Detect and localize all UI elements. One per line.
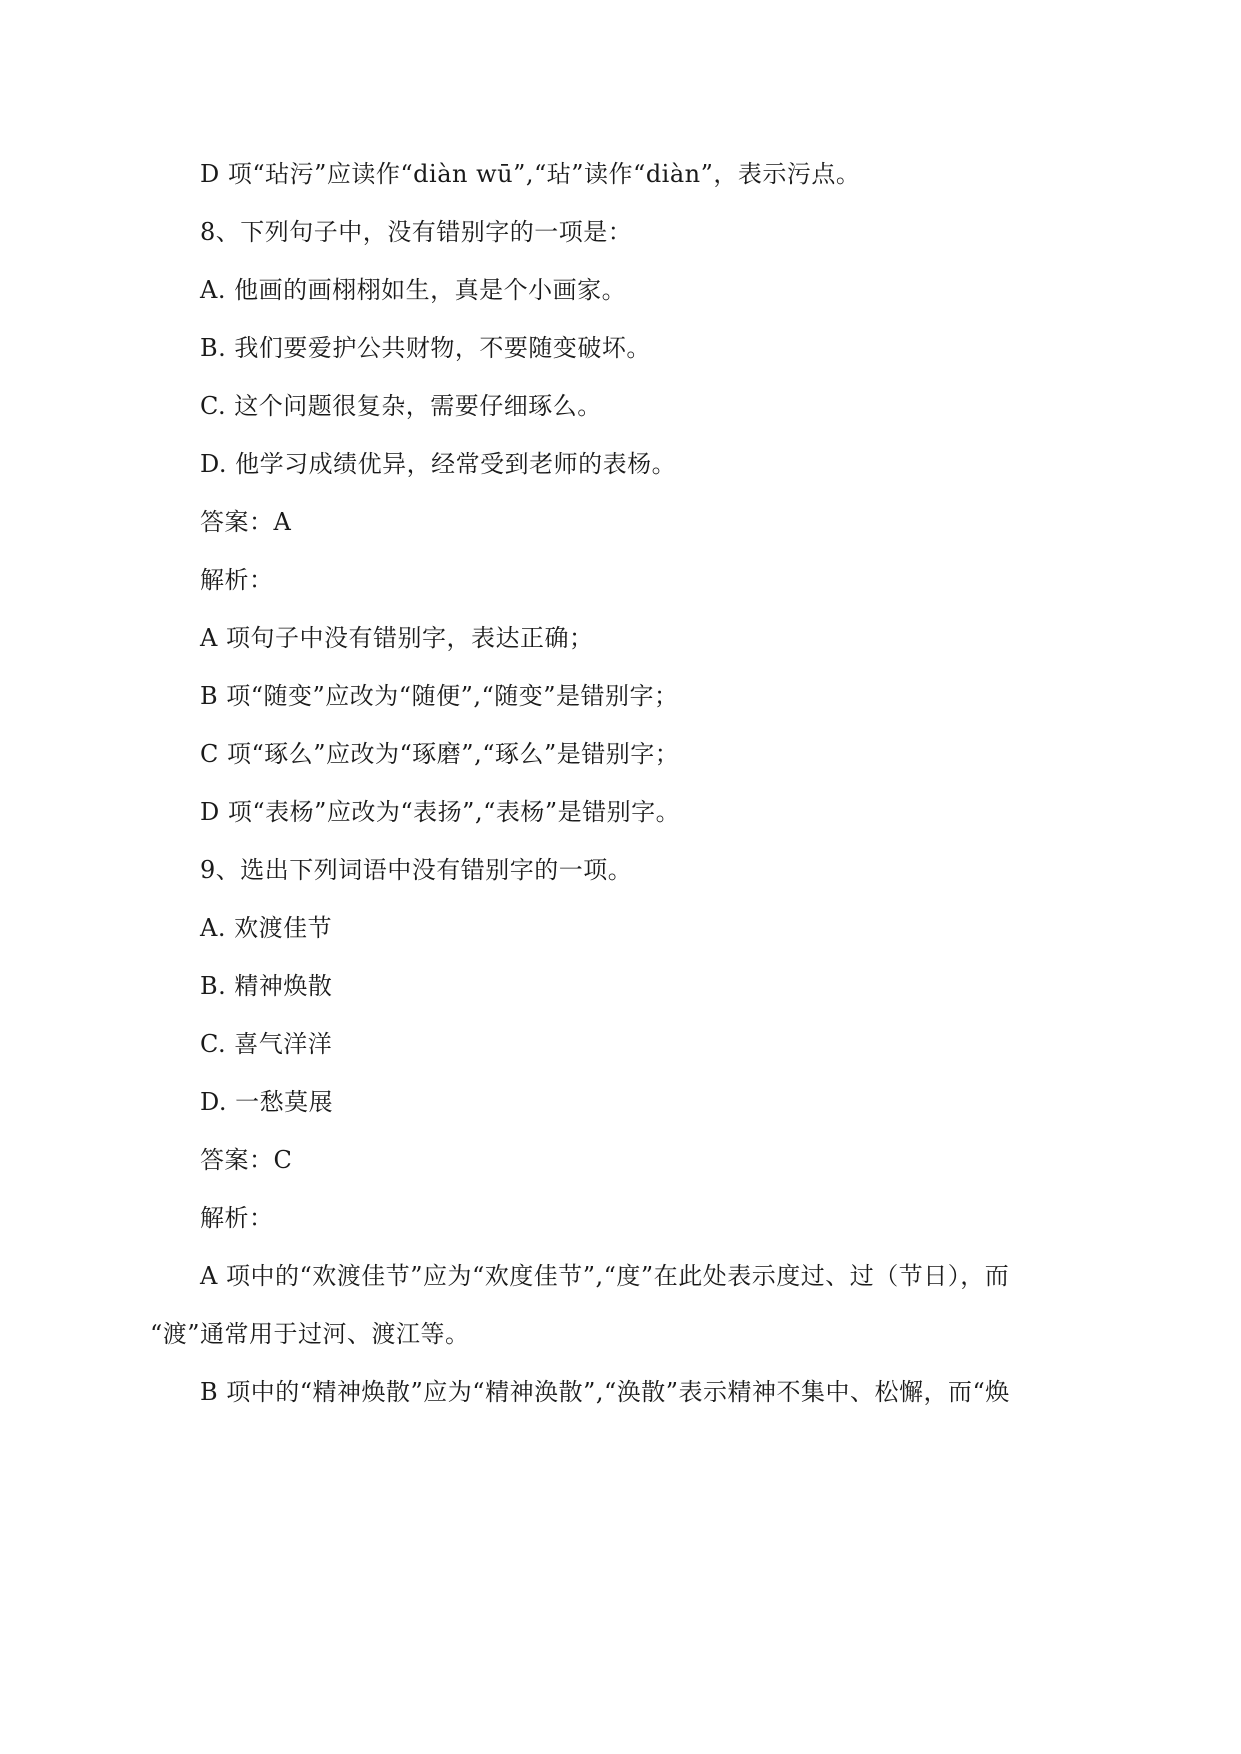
question-8-analysis-heading: 解析： (200, 566, 274, 594)
question-9-analysis-heading: 解析： (200, 1204, 274, 1232)
question-9: 9、选出下列词语中没有错别字的一项。 (200, 856, 633, 884)
question-9-option-c: C. 喜气洋洋 (200, 1030, 333, 1058)
question-8-option-a: A. 他画的画栩栩如生，真是个小画家。 (200, 276, 627, 304)
question-8-analysis-c: C 项“琢么”应改为“琢磨”,“琢么”是错别字； (200, 740, 680, 768)
question-9-option-d: D. 一愁莫展 (200, 1088, 334, 1116)
question-9-option-b: B. 精神焕散 (200, 972, 333, 1000)
question-9-option-a: A. 欢渡佳节 (200, 914, 333, 942)
question-8-answer: 答案：A (200, 508, 292, 536)
question-9-analysis-a-line-2: “渡”通常用于过河、渡江等。 (150, 1320, 470, 1348)
question-8-analysis-d: D 项“表杨”应改为“表扬”,“表杨”是错别字。 (200, 798, 681, 826)
question-8-option-d: D. 他学习成绩优异，经常受到老师的表杨。 (200, 450, 677, 478)
question-9-analysis-b-line-1: B 项中的“精神焕散”应为“精神涣散”,“涣散”表示精神不集中、松懈，而“焕 (200, 1378, 1010, 1406)
question-8: 8、下列句子中，没有错别字的一项是： (200, 218, 633, 246)
question-9-answer: 答案：C (200, 1146, 293, 1174)
question-8-option-b: B. 我们要爱护公共财物，不要随变破坏。 (200, 334, 651, 362)
text-line-d-pinyin-explanation: D 项“玷污”应读作“diàn wū”,“玷”读作“diàn”，表示污点。 (200, 160, 861, 188)
question-8-analysis-a: A 项句子中没有错别字，表达正确； (200, 624, 594, 652)
question-9-analysis-a-line-1: A 项中的“欢渡佳节”应为“欢度佳节”,“度”在此处表示度过、过（节日），而 (200, 1262, 1010, 1290)
question-8-analysis-b: B 项“随变”应改为“随便”,“随变”是错别字； (200, 682, 679, 710)
question-8-option-c: C. 这个问题很复杂，需要仔细琢么。 (200, 392, 602, 420)
